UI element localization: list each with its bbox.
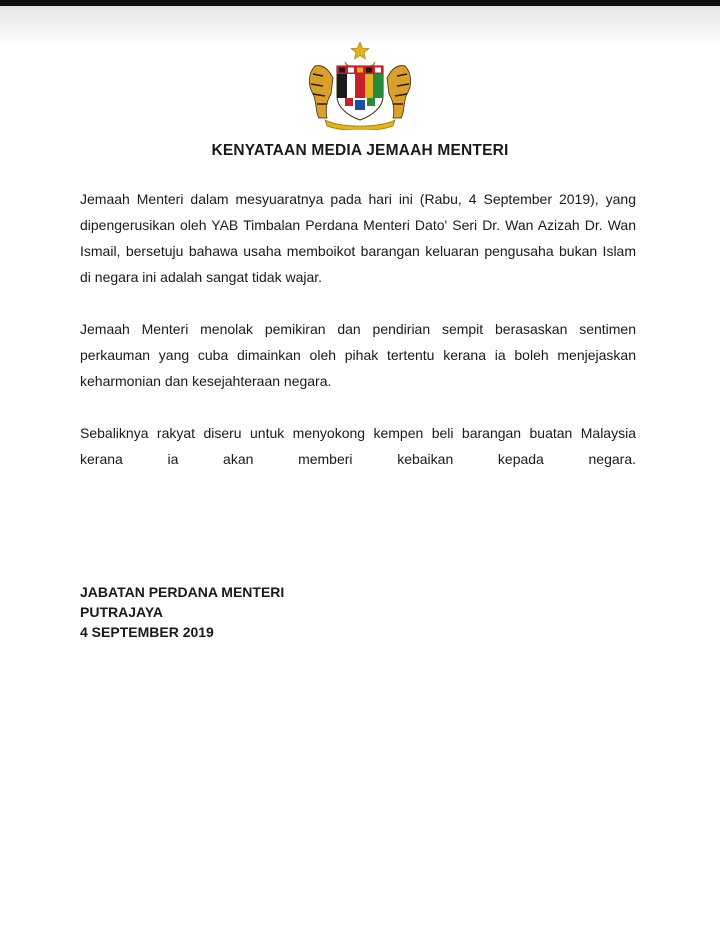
malaysia-coat-of-arms-icon — [301, 38, 419, 130]
paragraph-1: Jemaah Menteri dalam mesyuaratnya pada hari ini (Rabu, 4 September 2019), yang dipengerusikan oleh YAB Timbalan Perdana Menteri Dato' Seri Dr. Wan Azizah Dr. Wan Ismail, bersetuju bahawa usaha memboikot barangan keluaran pengusaha bukan Islam di negara ini adalah sangat tidak wajar. — [80, 191, 636, 285]
paragraph-3: Sebaliknya rakyat diseru untuk menyokong kempen beli barangan buatan Malaysia kerana ia akan memberi kebaikan kepada negara. — [80, 425, 636, 467]
page-title: KENYATAAN MEDIA JEMAAH MENTERI — [211, 142, 509, 159]
signature-department: JABATAN PERDANA MENTERI — [80, 584, 285, 600]
signature-block — [80, 582, 284, 642]
signature-date: 4 SEPTEMBER 2019 — [80, 624, 214, 640]
paragraph-2: Jemaah Menteri menolak pemikiran dan pendirian sempit berasaskan sentimen perkauman yang cuba dimainkan oleh pihak tertentu kerana ia boleh menjejaskan keharmonian dan kesejahteraan negara. — [80, 321, 636, 389]
signature-place: PUTRAJAYA — [80, 604, 163, 620]
